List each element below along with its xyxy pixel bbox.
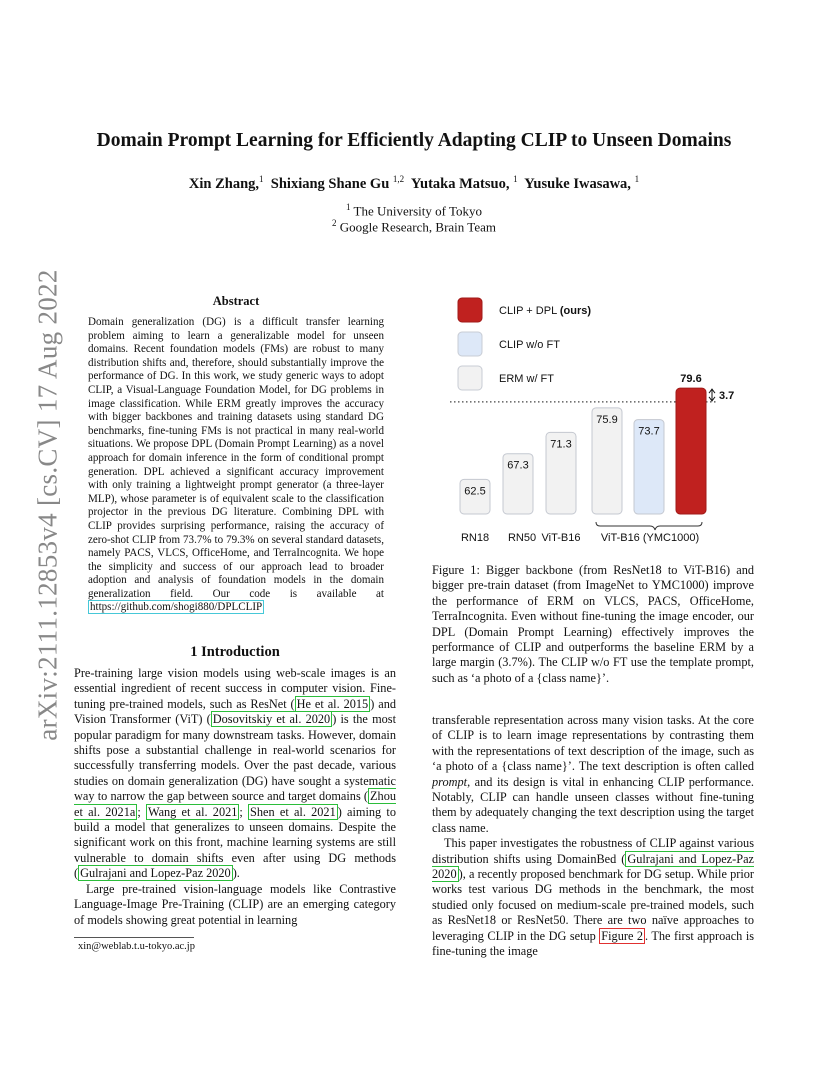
citation-link[interactable]: Gulrajani and Lopez-Paz 2020	[432, 851, 754, 882]
bar-value-label: 62.5	[464, 485, 486, 498]
author: Yutaka Matsuo, $^1$	[410, 174, 518, 192]
citation-link[interactable]: Shen et al. 2021	[250, 804, 336, 819]
category-label: RN18	[460, 532, 490, 544]
code-link[interactable]: https://github.com/shogi880/DPLCLIP	[90, 601, 263, 614]
bar	[676, 388, 706, 514]
figure1-chart	[440, 290, 760, 550]
category-label: ViT-B16 (YMC1000)	[600, 532, 700, 544]
author: Yusuke Iwasawa, $^1$	[524, 174, 640, 192]
group-brace	[596, 522, 702, 530]
category-label: RN50	[507, 532, 537, 544]
legend-label: CLIP w/o FT	[499, 339, 560, 351]
citation-link[interactable]: Wang et al. 2021	[147, 804, 238, 819]
arxiv-sidebar	[28, 269, 68, 741]
bar-value-label: 79.6	[680, 373, 702, 386]
author: Shixiang Shane Gu $^{1,2}$	[270, 174, 405, 192]
section-heading: 1 Introduction	[190, 644, 280, 660]
paper-title: Domain Prompt Learning for Efficiently Adapting CLIP to Unseen Domains	[96, 130, 732, 151]
footnote: xin@weblab.t.u-tokyo.ac.jp	[78, 941, 195, 952]
category-label: ViT-B16	[541, 532, 581, 544]
affiliation: $^1$ The University of Tokyo	[346, 202, 482, 219]
citation-link[interactable]: Dosovitskiy et al. 2020	[212, 712, 331, 727]
paragraph: This paper investigates the robustness of CLIP against various distribution shifts using DomainBed ( Gulrajani and Lopez-Paz 2020 ), a recently proposed benchmark for DG setup. While prior works test various DG methods in the benchmark, the most studied only focused on medium-scale pre-trained models, such as ResNet18 or ResNet50. There are two naïve approaches to leveraging CLIP in the DG setup Figure 2 . The first approach is fine-tuning the image	[432, 836, 755, 959]
author: Xin Zhang,$^1$	[188, 174, 264, 192]
gap-annotation: 3.7	[719, 390, 735, 402]
bar-value-label: 75.9	[596, 413, 618, 426]
footnote-rule	[74, 937, 194, 938]
abstract-heading: Abstract	[212, 294, 260, 308]
citation-link[interactable]: Gulrajani and Lopez-Paz 2020	[80, 866, 231, 881]
legend-label: ERM w/ FT	[499, 373, 554, 385]
right-column	[432, 713, 754, 960]
bar-value-label: 67.3	[507, 459, 529, 472]
abstract-text: Domain generalization (DG) is a difficult transfer learning problem aiming to learn a generalizable model for unseen domains. Recent foundation models (FMs) are robust to many distribution shifts and, therefore, should substantially improve the performance of DG. In this work, we study generic ways to adopt CLIP, a Visual-Language Foundation Model, for DG problems in image classification. While ERM greatly improves the accuracy with bigger backbones and training datasets using standard DG benchmarks, fine-tuning FMs is not practical in many real-world situations. We propose DPL (Domain Prompt Learning) as a novel approach for domain inference in the form of conditional prompt generation. DPL achieved a significant accuracy improvement with only training a lightweight prompt generator (a three-layer MLP), whose parameter is of equivalent scale to the classification projector in the previous DG literature. Combining DPL with CLIP provides surprising performance, raising the accuracy of zero-shot CLIP from 73.7% to 79.3% on several standard datasets, namely PACS, VLCS, OfficeHome, and TerraIncognita. We hope the simplicity and success of our approach lead to broader adoption and analysis of foundation models in the domain generalization field. Our code is available at https://github.com/shogi880/DPLCLIP	[88, 316, 384, 614]
arxiv-id: arXiv:2111.12853v4 [cs.CV] 17 Aug 2022	[32, 269, 63, 741]
legend-swatch	[458, 366, 482, 390]
legend-label: CLIP + DPL (ours)	[499, 305, 592, 317]
paragraph: Pre-training large vision models using web-scale images is an essential ingredient of recent success in computer vision. Fine-tuning pre-trained models, such as ResNet ( He et al. 2015 ) and Vision Transformer (ViT) ( Dosovitskiy et al. 2020 ) is the most popular paradigm for many downstream tasks. However, domain shifts pose a substantial challenge in real-world scenarios for successfully transferring models. Over the past decade, various studies on domain generalization (DG) have sought a systematic way to narrow the gap between source and target domains ( Zhou et al. 2021a ; Wang et al. 2021 ; Shen et al. 2021 ) aiming to build a model that generalizes to unseen domains. Despite the significant work on this front, machine learning systems are still vulnerable to domain shifts even after using DG methods ( Gulrajani and Lopez-Paz 2020 ).	[74, 666, 396, 881]
affiliation: $^2$ Google Research, Brain Team	[332, 218, 496, 235]
paragraph: Large pre-trained vision-language models like Contrastive Language-Image Pre-Training (CLIP) are an emerging category of models showing great potential in learning	[74, 881, 396, 927]
author-list	[0, 174, 828, 193]
bar-value-label: 71.3	[550, 438, 572, 451]
citation-link[interactable]: Zhou et al. 2021a	[74, 789, 396, 819]
figure1-caption: Figure 1: Bigger backbone (from ResNet18 to ViT-B16) and bigger pre-train dataset (from ImageNet to YMC1000) improve the performance of ERM on VLCS, PACS, OfficeHome, TerraIncognita. Even without fine-tuning the image encoder, our DPL (Domain Prompt Learning) effectively improves the performance of CLIP and outperforms the baseline ERM by a large margin (3.7%). The CLIP w/o FT use the template prompt, such as ‘a photo of a {class name}’.	[432, 563, 754, 685]
legend-swatch	[458, 332, 482, 356]
paragraph: transferable representation across many vision tasks. At the core of CLIP is to learn image representations by contrasting them with the representations of text description of the image, such as ‘a photo of a {class name}’. The text description is often called prompt, and its design is vital in enhancing CLIP performance. Notably, CLIP can handle unseen classes without fine-tuning them by adequately changing the text description using the target class name.	[432, 713, 754, 835]
bar-value-label: 73.7	[638, 425, 660, 438]
citation-link[interactable]: He et al. 2015	[296, 696, 369, 711]
figure-ref-link[interactable]: Figure 2	[601, 928, 644, 943]
legend-swatch	[458, 298, 482, 322]
left-column	[74, 666, 396, 928]
